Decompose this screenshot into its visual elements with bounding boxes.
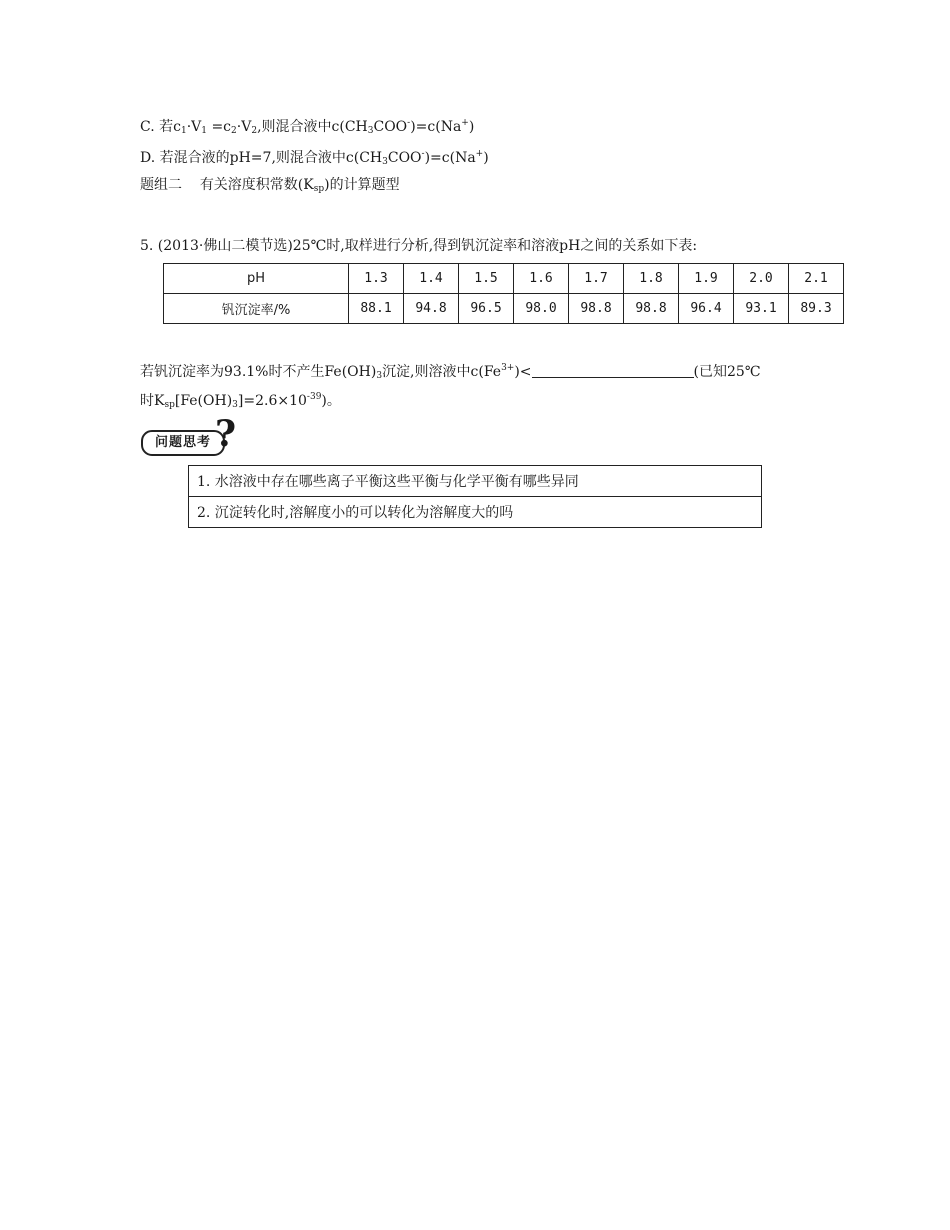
ph-cell: 1.6 <box>514 264 569 294</box>
sup-plus: + <box>461 118 469 128</box>
group-2-end: )的计算题型 <box>324 177 400 193</box>
question-mark-icon: ? <box>215 413 237 455</box>
ph-cell: 1.4 <box>404 264 459 294</box>
dot-v2: ·V <box>236 119 252 135</box>
group-2-heading <box>140 175 400 199</box>
answer-line-1 <box>140 358 760 386</box>
rate-cell: 93.1 <box>734 294 789 324</box>
answer-text-d: (已知25℃ <box>693 364 761 380</box>
ph-cell: 1.7 <box>569 264 624 294</box>
ph-cell: 1.3 <box>349 264 404 294</box>
option-c-prefix: 若c <box>159 119 181 135</box>
answer-text-a: 若钒沉淀率为93.1%时不产生Fe(OH) <box>140 364 377 380</box>
rate-cell: 96.5 <box>459 294 514 324</box>
answer2-text-a: 时K <box>140 393 165 409</box>
answer2-text-d: )。 <box>321 393 341 409</box>
option-c <box>140 113 474 141</box>
dot-v1: ·V <box>186 119 202 135</box>
thinking-item-1: 1. 水溶液中存在哪些离子平衡这些平衡与化学平衡有哪些异同 <box>189 466 762 497</box>
answer2-text-c: ]=2.6×10 <box>237 393 307 409</box>
badge-label: 问题思考 <box>141 430 225 456</box>
sub-sp: sp <box>313 184 325 194</box>
table-row-rate <box>164 294 844 324</box>
sup-plus: + <box>475 149 484 159</box>
ph-cell: 1.5 <box>459 264 514 294</box>
question-5 <box>140 236 697 256</box>
option-d-end: ) <box>483 150 489 166</box>
sub-v2: 2 <box>251 126 258 136</box>
answer2-text-b: [Fe(OH) <box>174 393 233 409</box>
sup-3plus: 3+ <box>501 363 515 373</box>
option-d-tail: )=c(Na <box>424 150 476 166</box>
option-d <box>140 144 489 172</box>
table-row <box>189 466 762 497</box>
ph-cell: 2.1 <box>789 264 844 294</box>
ph-rate-table <box>163 263 844 324</box>
group-2-desc: 有关溶度积常数(K <box>199 177 314 193</box>
option-d-prefix: 若混合液的pH=7,则混合液中c(CH <box>159 150 383 166</box>
option-c-mid: =c <box>207 119 232 135</box>
question-thinking-badge <box>141 413 241 456</box>
coo-text: COO <box>387 150 422 166</box>
sup-minus: - <box>407 118 411 128</box>
thinking-item-2: 2. 沉淀转化时,溶解度小的可以转化为溶解度大的吗 <box>189 497 762 528</box>
ph-cell: 2.0 <box>734 264 789 294</box>
sub-sp: sp <box>164 400 175 410</box>
table-row-ph <box>164 264 844 294</box>
rate-header: 钒沉淀率/% <box>164 294 349 324</box>
answer-text-c: )< <box>514 364 532 380</box>
sub-3: 3 <box>376 371 383 381</box>
sup-minus: - <box>421 149 425 159</box>
sup-exponent: -39 <box>306 392 322 402</box>
sub-3: 3 <box>232 400 238 410</box>
option-c-tail: )=c(Na <box>410 119 462 135</box>
rate-cell: 98.8 <box>624 294 679 324</box>
answer-text-b: 沉淀,则溶液中c(Fe <box>382 364 502 380</box>
question-5-text: 5. (2013·佛山二模节选)25℃时,取样进行分析,得到钒沉淀率和溶液pH之间的关系如下表: <box>140 238 698 254</box>
rate-cell: 98.0 <box>514 294 569 324</box>
sub-2: 2 <box>231 126 237 136</box>
rate-cell: 89.3 <box>789 294 844 324</box>
sub-3: 3 <box>367 126 374 136</box>
sub-3: 3 <box>382 157 388 167</box>
rate-cell: 88.1 <box>349 294 404 324</box>
ph-header: pH <box>164 264 349 294</box>
sub-1: 1 <box>180 126 187 136</box>
option-c-result: ,则混合液中c(CH <box>257 119 368 135</box>
answer-blank[interactable] <box>532 363 694 378</box>
rate-cell: 98.8 <box>569 294 624 324</box>
option-d-label: D. <box>140 150 156 166</box>
thinking-table <box>188 465 762 528</box>
rate-cell: 94.8 <box>404 294 459 324</box>
group-2-title: 题组二 <box>140 177 182 193</box>
option-c-label: C. <box>140 119 155 135</box>
table-row <box>189 497 762 528</box>
sub-v1: 1 <box>201 126 207 136</box>
ph-cell: 1.8 <box>624 264 679 294</box>
answer-line-2 <box>140 387 341 415</box>
rate-cell: 96.4 <box>679 294 734 324</box>
ph-cell: 1.9 <box>679 264 734 294</box>
option-c-end: ) <box>468 119 475 135</box>
coo-text: COO <box>373 119 408 135</box>
